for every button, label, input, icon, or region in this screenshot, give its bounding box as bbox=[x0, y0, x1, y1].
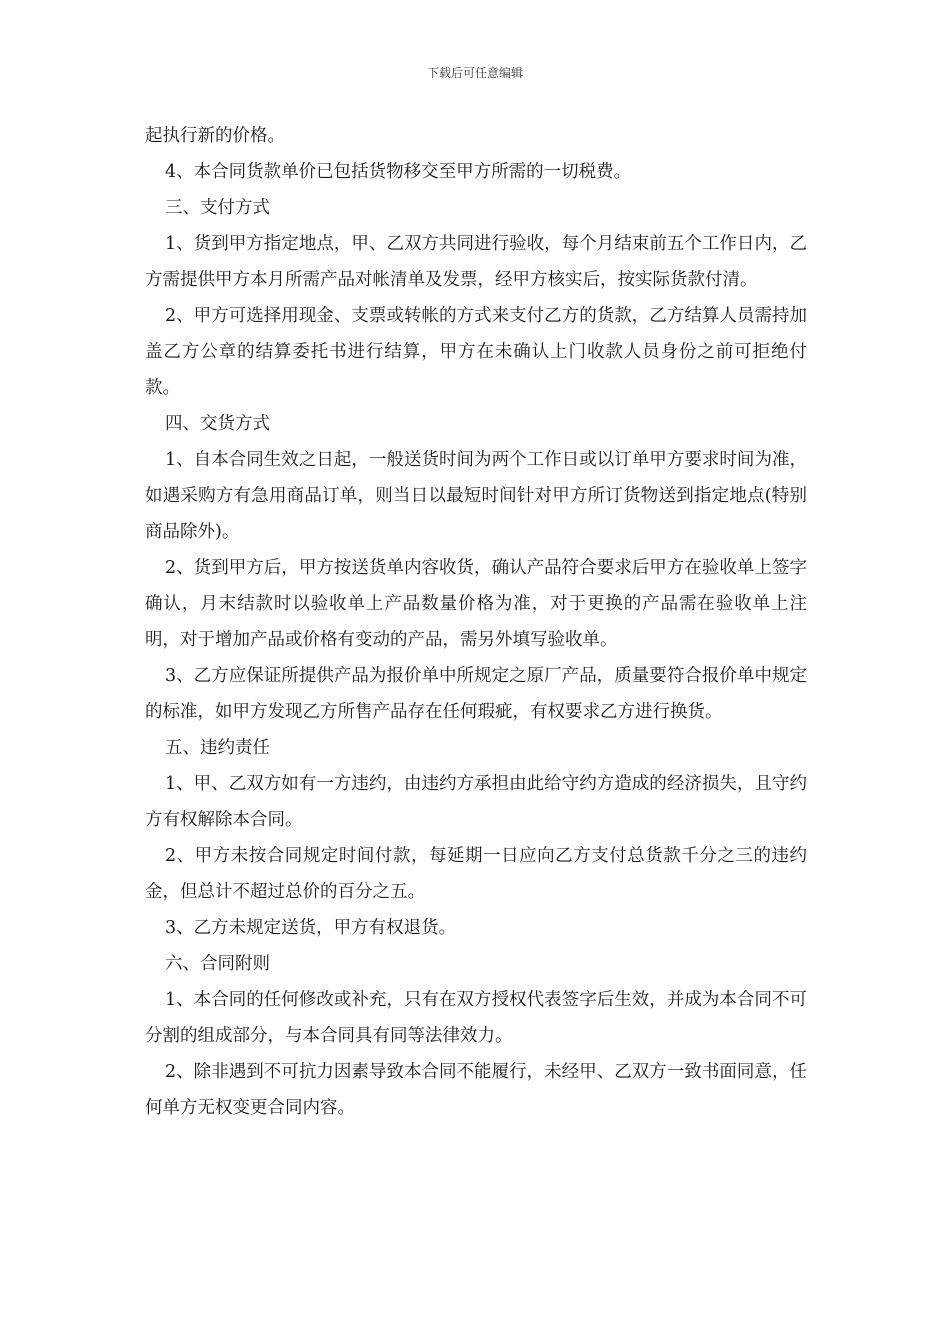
paragraph: 4、本合同货款单价已包括货物移交至甲方所需的一切税费。 bbox=[165, 162, 632, 182]
paragraph: 起执行新的价格。 bbox=[145, 126, 285, 146]
paragraph: 五、违约责任 bbox=[165, 738, 270, 758]
paragraph: 四、交货方式 bbox=[165, 414, 270, 434]
paragraph: 三、支付方式 bbox=[165, 198, 270, 218]
paragraph: 1、甲、乙双方如有一方违约，由违约方承担由此给守约方造成的经济损失，且守约方有权解除本合同。 bbox=[145, 774, 807, 830]
paragraph: 2、甲方可选择用现金、支票或转帐的方式来支付乙方的货款，乙方结算人员需持加盖乙方公章的结算委托书进行结算，甲方在未确认上门收款人员身份之前可拒绝付款。 bbox=[145, 306, 807, 398]
paragraph: 2、甲方未按合同规定时间付款，每延期一日应向乙方支付总货款千分之三的违约金，但总计不超过总价的百分之五。 bbox=[145, 846, 807, 902]
paragraph: 3、乙方应保证所提供产品为报价单中所规定之原厂产品，质量要符合报价单中规定的标准，如甲方发现乙方所售产品存在任何瑕疵，有权要求乙方进行换货。 bbox=[145, 666, 807, 722]
paragraph: 1、自本合同生效之日起，一般送货时间为两个工作日或以订单甲方要求时间为准，如遇采购方有急用商品订单，则当日以最短时间针对甲方所订货物送到指定地点(特别商品除外)。 bbox=[145, 450, 807, 542]
paragraph: 1、本合同的任何修改或补充，只有在双方授权代表签字后生效，并成为本合同不可分割的组成部分，与本合同具有同等法律效力。 bbox=[145, 990, 807, 1046]
paragraph: 2、除非遇到不可抗力因素导致本合同不能履行，未经甲、乙双方一致书面同意，任何单方无权变更合同内容。 bbox=[145, 1062, 807, 1118]
paragraph: 3、乙方未规定送货，甲方有权退货。 bbox=[165, 918, 457, 938]
paragraph: 2、货到甲方后，甲方按送货单内容收货，确认产品符合要求后甲方在验收单上签字确认，月末结款时以验收单上产品数量价格为准，对于更换的产品需在验收单上注明，对于增加产品或价格有变动的产品，需另外填写验收单。 bbox=[145, 558, 807, 650]
paragraph: 六、合同附则 bbox=[165, 954, 270, 974]
paragraph: 1、货到甲方指定地点，甲、乙双方共同进行验收，每个月结束前五个工作日内，乙方需提供甲方本月所需产品对帐清单及发票，经甲方核实后，按实际货款付清。 bbox=[145, 234, 807, 290]
page-header: 下载后可任意编辑 bbox=[426, 66, 523, 80]
document-body bbox=[145, 118, 807, 1126]
